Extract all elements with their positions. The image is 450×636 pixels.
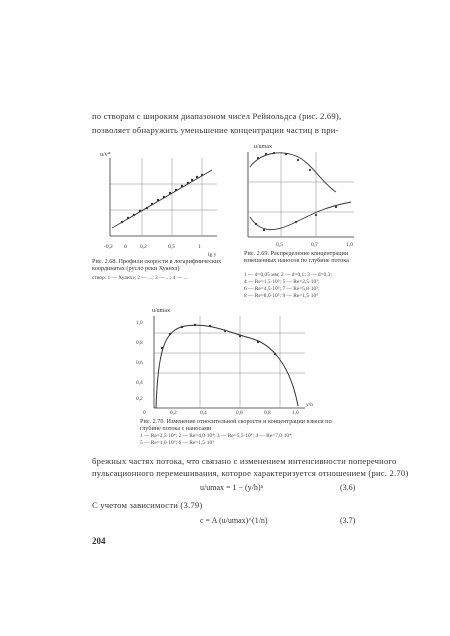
fig2-caption-title: Рис. 2.69. Распределение концентрации взвешенных наносов по глубине потока — [244, 250, 349, 264]
fig1-x-label-6: lg y — [208, 252, 217, 258]
figure-1 — [92, 148, 222, 258]
fig2-y-unit: u/umax — [254, 144, 272, 150]
equation-2-number: (3.7) — [340, 516, 356, 525]
fig3-x-label-1: 0 — [143, 410, 146, 416]
fig2-caption-line-2: 4 — Re=1,5·10⁵; 5 — Re=2,5·10⁵; — [244, 279, 320, 285]
fig3-x-unit: y/h — [306, 402, 313, 408]
equation-2: c = A (u/umax)^(1/n) — [200, 516, 268, 525]
fig3-x-label-4: 0,6 — [236, 410, 243, 416]
fig3-y-unit: u/umax — [152, 308, 170, 314]
fig1-x-label-2: 0 — [124, 244, 127, 250]
fig3-x-label-5: 0,8 — [264, 410, 271, 416]
figure-2 — [236, 142, 356, 248]
fig1-caption-title: Рис. 2.68. Профили скорости в логарифмических координатах (русло реки Хуанхэ) — [92, 258, 222, 272]
intro-line-1: по створам с широким диапазоном чисел Рейнольдса (рис. 2.69), — [92, 111, 342, 121]
fig1-x-label-3: 0,2 — [140, 244, 147, 250]
fig2-x-label-2: 0,7 — [311, 242, 318, 248]
fig2-data-points — [255, 152, 337, 231]
fig3-caption-title: Рис. 2.70. Изменение относительной скорости и концентрации взвеси по глубине потока с наносами — [140, 418, 332, 432]
fig1-caption-body: створ: 1 — Хуанхэ; 2 — ...; 3 — ...; 4 — ... — [92, 275, 188, 281]
fig2-caption-line-4: 8 — Re=8,0·10⁵; 9 — Re=1,5·10⁶ — [244, 293, 319, 299]
equation-1: u/umax = 1 − (y/h)ⁿ — [200, 483, 264, 492]
fig2-x-label-1: 0,5 — [276, 242, 283, 248]
fig3-y-label-4: 0,4 — [136, 380, 143, 386]
fig1-y-unit: u/v* — [100, 152, 111, 158]
fig3-y-label-3: 0,6 — [136, 360, 143, 366]
transition-text: С учетом зависимости (3.79) — [92, 500, 203, 510]
fig2-caption-line-3: 6 — Re=4,5·10⁵; 7 — Re=5,8·10⁵; — [244, 286, 320, 292]
fig3-y-label-1: 1,0 — [136, 320, 143, 326]
fig3-x-label-2: 0,2 — [170, 410, 177, 416]
fig3-x-label-3: 0,4 — [200, 410, 207, 416]
figure-3 — [140, 308, 310, 413]
fig1-x-label-1: -0,2 — [104, 244, 113, 250]
fig3-caption-line-2: 5 — Re=1,0·10⁵; 6 — Re=1,5·10⁵ — [140, 440, 215, 446]
fig3-x-label-6: 1,0 — [292, 410, 299, 416]
fig1-x-label-5: 1 — [198, 244, 201, 250]
equation-1-number: (3.6) — [340, 483, 356, 492]
fig2-x-label-3: 1,0 — [346, 242, 353, 248]
fig1-x-label-4: 0,5 — [168, 244, 175, 250]
page-number: 204 — [92, 536, 106, 546]
fig3-caption-line-1: 1 — Re=2,5·10⁴; 2 — Re=4,0·10⁴; 3 — Re=5,5·10⁴; 4 — Re=7,0·10⁴; — [140, 433, 293, 439]
paragraph-line-1: брежных частях потока, что связано с изменением интенсивности поперечного — [92, 456, 397, 466]
intro-line-2: позволяет обнаружить уменьшение концентрации частиц в при- — [92, 125, 339, 135]
fig2-caption-line-1: 1 — d=0,05 мм; 2 — d=0,1; 3 — d=0,3; — [244, 272, 332, 278]
fig3-y-label-2: 0,8 — [136, 340, 143, 346]
fig3-y-label-5: 0,2 — [136, 396, 143, 402]
paragraph-line-2: пульсационного перемешивания, которое характеризуется отношением (рис. 2.70) — [92, 468, 409, 478]
